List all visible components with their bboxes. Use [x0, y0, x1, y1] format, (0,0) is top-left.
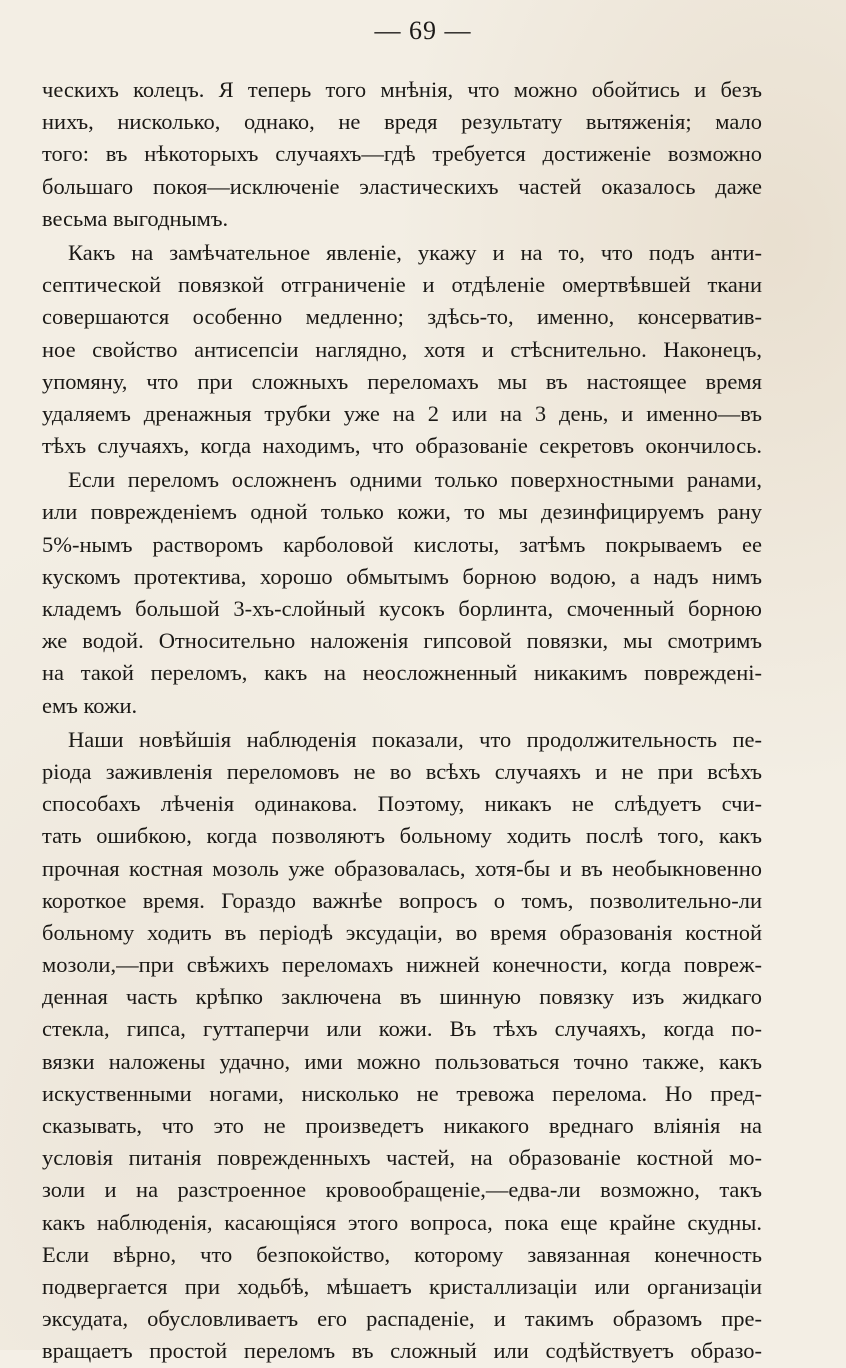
text-line: совершаются особенно медленно; здѣсь-то, именно, консерватив-: [42, 304, 762, 330]
text-line: септической повязкой отграниченіе и отдѣленіе омертвѣвшей ткани: [42, 272, 762, 298]
text-line: нихъ, нисколько, однако, не вредя результату вытяженія; мало: [42, 109, 762, 135]
text-line: удаляемъ дренажныя трубки уже на 2 или на 3 день, и именно—въ: [42, 400, 762, 426]
text-line: условія питанія поврежденныхъ частей, на образованіе костной мо-: [42, 1145, 762, 1171]
text-line: кускомъ протектива, хорошо обмытымъ борною водою, а надъ нимъ: [42, 563, 762, 589]
text-line: емъ кожи.: [42, 692, 138, 718]
text-line: тать ошибкою, когда позволяютъ больному ходить послѣ того, какъ: [42, 823, 762, 849]
paragraph-2: [42, 237, 762, 462]
text-line: вязки наложены удачно, ими можно пользоваться точно также, какъ: [42, 1048, 762, 1074]
text-line: вращаетъ простой переломъ въ сложный или содѣйствуетъ образо-: [42, 1338, 762, 1364]
text-line: больному ходить въ періодѣ эксудаціи, во время образованія костной: [42, 919, 762, 945]
text-line: 5%-нымъ растворомъ карболовой кислоты, затѣмъ покрываемъ ее: [42, 531, 762, 557]
text-line: ческихъ колецъ. Я теперь того мнѣнія, что можно обойтись и безъ: [42, 77, 762, 102]
text-line: стекла, гипса, гуттаперчи или кожи. Въ тѣхъ случаяхъ, когда по-: [42, 1016, 762, 1042]
text-line: Если переломъ осложненъ одними только поверхностными ранами,: [68, 467, 762, 493]
text-line: Какъ на замѣчательное явленіе, укажу и на то, что подъ анти-: [68, 239, 762, 265]
body-text: [42, 74, 762, 1368]
text-line: того: въ нѣкоторыхъ случаяхъ—гдѣ требуется достиженіе возможно: [42, 141, 762, 167]
text-line: кладемъ большой 3-хъ-слойный кусокъ борлинта, смоченный борною: [42, 596, 762, 621]
text-line: какъ наблюденія, касающіяся этого вопроса, пока еще крайне скудны.: [42, 1209, 762, 1235]
text-line: денная часть крѣпко заключена въ шинную повязку изъ жидкаго: [42, 984, 762, 1010]
paragraph-1: [42, 74, 762, 235]
text-line: ное свойство антисепсіи наглядно, хотя и стѣснительно. Наконецъ,: [42, 336, 762, 362]
text-line: подвергается при ходьбѣ, мѣшаетъ кристаллизаціи или организаціи: [42, 1273, 762, 1299]
text-line: искуственными ногами, нисколько не тревожа перелома. Но пред-: [42, 1080, 762, 1106]
text-line: мозоли,—при свѣжихъ переломахъ нижней конечности, когда повреж-: [42, 952, 762, 978]
text-line: эксудата, обусловливаетъ его распаденіе, и такимъ образомъ пре-: [42, 1306, 762, 1332]
text-line: же водой. Относительно наложенія гипсовой повязки, мы смотримъ: [42, 628, 762, 654]
text-line: упомяну, что при сложныхъ переломахъ мы въ настоящее время: [42, 368, 762, 394]
text-line: на такой переломъ, какъ на неосложненный никакимъ поврежденi-: [42, 660, 762, 686]
text-line: короткое время. Гораздо важнѣе вопросъ о томъ, позволительно-ли: [42, 887, 762, 913]
paragraph-4: [42, 724, 762, 1368]
text-line: прочная костная мозоль уже образовалась, хотя-бы и въ необыкновенно: [42, 855, 762, 881]
text-line: ріода заживленія переломовъ не во всѣхъ случаяхъ и не при всѣхъ: [42, 758, 762, 784]
text-line: золи и на разстроенное кровообращеніе,—едва-ли возможно, такъ: [42, 1177, 762, 1203]
text-line: или поврежденіемъ одной только кожи, то мы дезинфицируемъ рану: [42, 499, 762, 525]
text-line: большаго покоя—исключеніе эластическихъ частей оказалось даже: [42, 173, 762, 199]
paragraph-3: [42, 464, 762, 722]
text-line: способахъ лѣченія одинакова. Поэтому, никакъ не слѣдуетъ счи-: [42, 791, 762, 817]
page-number: — 69 —: [374, 16, 472, 45]
text-line: весьма выгоднымъ.: [42, 205, 229, 231]
text-line: Наши новѣйшія наблюденія показали, что продолжительность пе-: [68, 726, 762, 752]
text-line: сказывать, что это не произведетъ никакого вреднаго вліянія на: [42, 1113, 762, 1138]
text-line: тѣхъ случаяхъ, когда находимъ, что образованіе секретовъ окончилось.: [42, 433, 762, 459]
text-line: Если вѣрно, что безпокойство, которому завязанная конечность: [42, 1241, 762, 1267]
